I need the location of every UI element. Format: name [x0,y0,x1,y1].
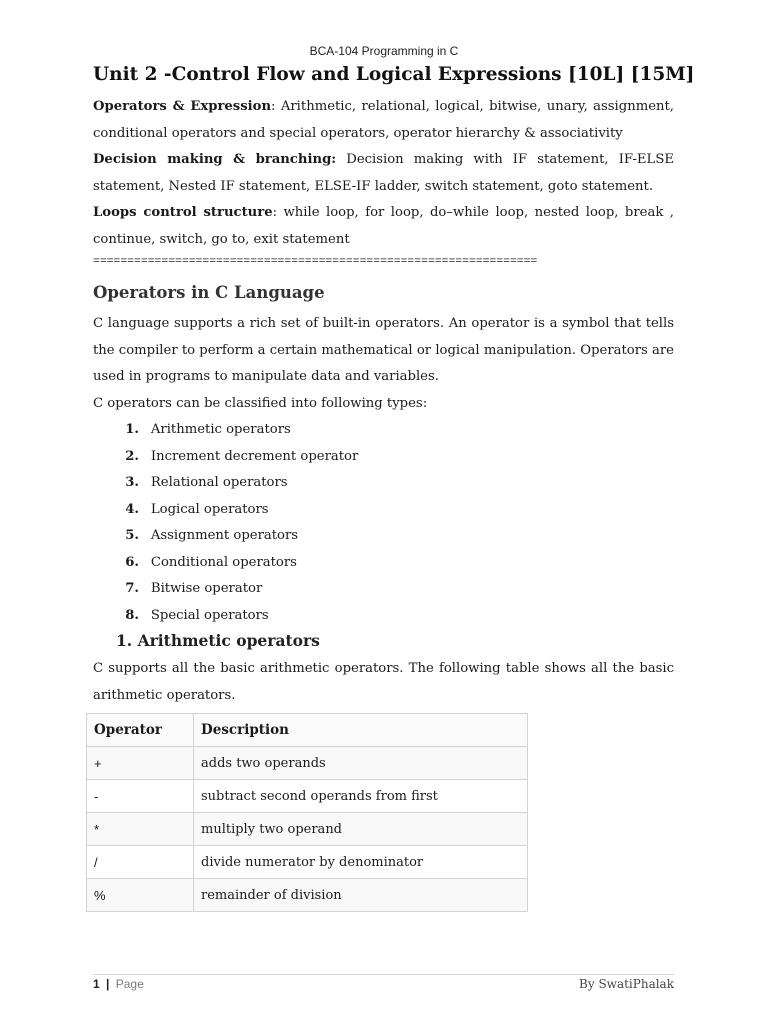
subsection-body [93,656,674,709]
subsection-title [116,631,320,650]
description-cell: divide numerator by denominator [194,846,528,879]
list-label: Special operators [150,607,269,623]
subsection-label: Arithmetic operators [137,631,320,650]
list-number: 8. [125,607,139,623]
syllabus-decision [93,147,674,200]
list-label: Bitwise operator [150,581,263,596]
unit-title: Unit 2 -Control Flow and Logical Expressions [10L] [15M] [93,64,695,85]
syllabus-heading: Decision making & branching: [93,152,337,167]
column-header-description: Description [194,714,528,747]
list-number: 4. [125,501,139,517]
separator-rule: ================================================================= [93,256,538,268]
description-cell: adds two operands [194,747,528,780]
list-item [93,576,358,603]
syllabus-text: : while loop, for loop, do–while loop, nested loop, break , continue, switch, go to, exit statement [93,205,674,247]
footer-separator: | [106,977,110,991]
operator-cell: % [87,879,194,912]
footer-author: By SwatiPhalak [579,977,674,991]
list-label: Relational operators [150,475,288,490]
list-label: Logical operators [150,501,269,517]
list-number: 7. [125,581,139,596]
subsection-number: 1. [116,631,133,650]
list-number: 3. [125,475,139,490]
list-number: 2. [125,448,139,464]
table-row [87,747,528,780]
table-row [87,879,528,912]
column-header-operator: Operator [87,714,194,747]
section-intro: C language supports a rich set of built-in operators. An operator is a symbol that tells the compiler to perform a certain mathematical or logical manipulation. Operators are used in programs to manipulate data and variables. [93,316,674,384]
syllabus-text: Decision making with IF statement, IF-ELSE statement, Nested IF statement, ELSE-IF ladder, switch statement, goto statement. [93,152,674,194]
list-item [93,497,358,524]
table-header-row [87,714,528,747]
subsection-intro: C supports all the basic arithmetic operators. The following table shows all the basic arithmetic operators. [93,661,674,703]
list-number: 1. [125,422,139,437]
list-item [93,550,358,577]
section-title: Operators in C Language [93,283,325,302]
operator-cell: + [87,747,194,780]
table-row [87,846,528,879]
page-footer-number [93,977,144,991]
operator-cell: / [87,846,194,879]
list-item [93,470,358,497]
list-item [93,603,358,630]
list-item [93,523,358,550]
list-label: Arithmetic operators [150,422,291,437]
list-item [93,444,358,471]
syllabus-operators [93,94,674,147]
page-number: 1 [93,977,100,991]
page-header: BCA-104 Programming in C [309,44,459,58]
list-label: Increment decrement operator [150,448,359,464]
section-classify: C operators can be classified into following types: [93,395,428,411]
table-row [87,780,528,813]
operator-types-list [93,417,358,629]
operator-cell: * [87,813,194,846]
arithmetic-operators-table [86,713,528,912]
list-label: Assignment operators [150,528,299,543]
description-cell: remainder of division [194,879,528,912]
footer-divider [93,974,674,975]
syllabus [93,94,674,253]
list-label: Conditional operators [150,554,297,570]
page-label: Page [115,977,144,991]
list-number: 6. [125,554,139,570]
syllabus-loops [93,200,674,253]
list-item [93,417,358,444]
table-row [87,813,528,846]
description-cell: multiply two operand [194,813,528,846]
list-number: 5. [125,528,139,543]
syllabus-heading: Loops control structure [93,205,273,220]
section-body [93,311,674,417]
description-cell: subtract second operands from first [194,780,528,813]
operator-cell: - [87,780,194,813]
syllabus-text: : Arithmetic, relational, logical, bitwise, unary, assignment, conditional operators and special operators, operator hierarchy & associativity [93,99,674,141]
syllabus-heading: Operators & Expression [93,99,272,114]
